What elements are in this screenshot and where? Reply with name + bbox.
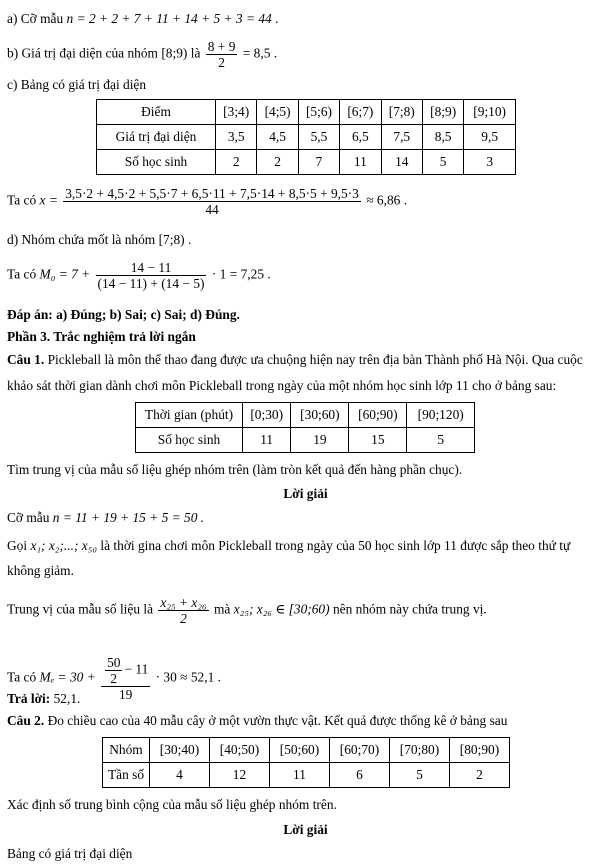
table-cell: [7;8) bbox=[381, 100, 422, 125]
solution-heading-2: Lời giải bbox=[283, 822, 328, 837]
q1-number: Câu 1. bbox=[7, 352, 45, 367]
mode-result: · 1 = 7,25 . bbox=[211, 266, 271, 282]
mean-fraction bbox=[63, 186, 361, 217]
table-cell: [50;60) bbox=[270, 738, 330, 763]
line-b bbox=[7, 39, 277, 70]
table-cell: 5 bbox=[407, 428, 475, 453]
table-cell: 7,5 bbox=[381, 125, 422, 150]
b-text: b) Giá trị đại diện của nhóm bbox=[7, 45, 158, 61]
mode-denominator: (14 − 11) + (14 − 5) bbox=[97, 276, 205, 291]
sample-size-equation: n = 2 + 2 + 7 + 11 + 14 + 5 + 3 = 44 bbox=[66, 11, 272, 26]
q1-question: Tìm trung vị của mẫu số liệu ghép nhóm trên (làm tròn kết quả đến hàng phần chục). bbox=[7, 462, 463, 477]
q1-me-inner-fraction bbox=[105, 655, 122, 686]
q2-line bbox=[7, 713, 507, 729]
table-cell: Nhóm bbox=[103, 738, 150, 763]
b-fraction bbox=[206, 39, 238, 70]
line-a: a) Cỡ mẫu n = 2 + 2 + 7 + 11 + 14 + 5 + 3 = 44 . bbox=[7, 11, 279, 26]
table-cell: [90;120) bbox=[407, 403, 475, 428]
table-cell: [60;70) bbox=[330, 738, 390, 763]
q1-median-fraction bbox=[158, 595, 208, 626]
table-cell: [8;9) bbox=[422, 100, 463, 125]
table-cell: [60;90) bbox=[349, 403, 407, 428]
d-label: d) Nhóm chứa mốt là nhóm bbox=[7, 232, 156, 247]
table-cell: 2 bbox=[450, 763, 510, 788]
table-cell: 19 bbox=[291, 428, 349, 453]
table-cell: [80;90) bbox=[450, 738, 510, 763]
q1-call-vars: x₁; x₂;...; x₅₀ bbox=[30, 538, 98, 553]
q1-me-result: · 30 ≈ 52,1 . bbox=[155, 669, 221, 685]
mean-result: ≈ 6,86 . bbox=[366, 192, 408, 208]
q1-me-prefix: Ta có bbox=[7, 669, 37, 685]
table-cell: Điểm bbox=[97, 100, 216, 125]
table-cell: 14 bbox=[381, 150, 422, 175]
mean-lhs: x = bbox=[39, 192, 58, 208]
table-cell: 9,5 bbox=[464, 125, 516, 150]
sample-size-label: a) Cỡ mẫu bbox=[7, 11, 64, 26]
table-cell: 8,5 bbox=[422, 125, 463, 150]
table-cell: 2 bbox=[216, 150, 257, 175]
table-cell: 7 bbox=[298, 150, 339, 175]
q1-line2: khảo sát thời gian dành chơi môn Pickleball trong ngày của một nhóm học sinh lớp 11 cho ở bảng sau: bbox=[7, 378, 557, 393]
q1-line1 bbox=[7, 352, 583, 368]
q1-sample-size bbox=[7, 510, 204, 526]
table-cell: [5;6) bbox=[298, 100, 339, 125]
table-cell: Giá trị đại diện bbox=[97, 125, 216, 150]
table-cell: 4,5 bbox=[257, 125, 298, 150]
q2-number: Câu 2. bbox=[7, 713, 45, 728]
table-cell: 15 bbox=[349, 428, 407, 453]
q1-call-text2: là thời gina chơi môn Pickleball trong ngày của 50 học sinh lớp 11 được sắp theo thứ tự bbox=[100, 538, 571, 553]
q1-call-text: Gọi bbox=[7, 538, 28, 553]
q1-median-numerator: x₂₅ + x₂₆ bbox=[160, 595, 207, 610]
q1-median-text3: nên nhóm này chứa trung vị. bbox=[332, 601, 487, 617]
q2-text: Đo chiều cao của 40 mẫu cây ở một vườn thực vật. Kết quả được thống kê ở bảng sau bbox=[44, 713, 508, 728]
mode-prefix: Ta có bbox=[7, 266, 37, 282]
solution-heading-1: Lời giải bbox=[283, 486, 328, 501]
q1-me-numerator bbox=[101, 655, 150, 686]
mean-numerator: 3,5·2 + 4,5·2 + 5,5·7 + 6,5·11 + 7,5·14 + 8,5·5 + 9,5·3 bbox=[65, 186, 359, 201]
table-cell: Thời gian (phút) bbox=[136, 403, 243, 428]
table-cell: 5,5 bbox=[298, 125, 339, 150]
table-cell: [70;80) bbox=[390, 738, 450, 763]
q1-call-line2: không giảm. bbox=[7, 563, 74, 578]
q1-me-denominator: 19 bbox=[101, 686, 150, 702]
q1-me-num-rest: − 11 bbox=[124, 661, 149, 677]
q1-median-text: Trung vị của mẫu số liệu là bbox=[7, 601, 154, 617]
table-cell: [3;4) bbox=[216, 100, 257, 125]
q1-me-inner-num: 50 bbox=[107, 655, 121, 670]
mean-denominator: 44 bbox=[63, 201, 361, 217]
mode-numerator: 14 − 11 bbox=[130, 260, 172, 275]
table-cell: 3,5 bbox=[216, 125, 257, 150]
part3-heading: Phần 3. Trắc nghiệm trả lời ngắn bbox=[7, 329, 196, 344]
q1-median-line bbox=[7, 595, 487, 626]
table-cell: [40;50) bbox=[210, 738, 270, 763]
table-cell: [4;5) bbox=[257, 100, 298, 125]
mean-prefix: Ta có bbox=[7, 192, 37, 208]
table-cell: [30;60) bbox=[291, 403, 349, 428]
table-cell: 5 bbox=[390, 763, 450, 788]
q1-me-fraction bbox=[101, 655, 150, 702]
mode-lhs: M₀ = 7 + bbox=[39, 266, 91, 282]
table-play-time bbox=[135, 402, 475, 453]
q1-call-line bbox=[7, 538, 570, 554]
table-cell: 11 bbox=[340, 150, 381, 175]
b-result: = 8,5 . bbox=[242, 45, 278, 61]
table-cell: Số học sinh bbox=[136, 428, 243, 453]
d-group: [7;8) . bbox=[158, 232, 192, 247]
table-cell: Tần số bbox=[103, 763, 150, 788]
q1-n-equation: n = 11 + 19 + 15 + 5 = 50 . bbox=[52, 510, 205, 525]
table-cell: 5 bbox=[422, 150, 463, 175]
q1-median-vars: x₂₅; x₂₆ ∈ [30;60) bbox=[233, 601, 330, 617]
c-label: c) Bảng có giá trị đại diện bbox=[7, 77, 147, 92]
table-cell: 6 bbox=[330, 763, 390, 788]
table-cell: 11 bbox=[270, 763, 330, 788]
q1-answer bbox=[7, 691, 80, 707]
table-representative-values bbox=[96, 99, 516, 175]
table-cell: 3 bbox=[464, 150, 516, 175]
mode-formula bbox=[7, 260, 271, 291]
q1-answer-value: 52,1. bbox=[50, 691, 81, 706]
answer-line: Đáp án: a) Đúng; b) Sai; c) Sai; d) Đúng. bbox=[7, 307, 240, 322]
q1-n-label: Cỡ mẫu bbox=[7, 510, 50, 525]
q1-answer-label: Trả lời: bbox=[7, 691, 51, 706]
table-cell: [9;10) bbox=[464, 100, 516, 125]
table-cell: 2 bbox=[257, 150, 298, 175]
q2-question: Xác định số trung bình cộng của mẫu số liệu ghép nhóm trên. bbox=[7, 797, 337, 812]
table-cell: Số học sinh bbox=[97, 150, 216, 175]
table-cell: 4 bbox=[150, 763, 210, 788]
q1-text: Pickleball là môn thể thao đang được ưa chuộng hiện nay trên địa bàn Thành phố Hà Nội. Qua cuộc bbox=[44, 352, 583, 367]
table-tree-height bbox=[102, 737, 510, 788]
mean-formula bbox=[7, 186, 407, 217]
b-numerator: 8 + 9 bbox=[207, 39, 236, 54]
b-denominator: 2 bbox=[206, 54, 238, 70]
q1-me-inner-den: 2 bbox=[105, 670, 122, 686]
table-cell: [0;30) bbox=[243, 403, 291, 428]
table-cell: 6,5 bbox=[340, 125, 381, 150]
line-d bbox=[7, 232, 191, 248]
table-cell: 11 bbox=[243, 428, 291, 453]
b-group: [8;9) bbox=[161, 45, 188, 61]
table-cell: [30;40) bbox=[150, 738, 210, 763]
b-text2: là bbox=[190, 45, 201, 61]
q1-median-text2: mà bbox=[214, 601, 231, 617]
table-cell: [6;7) bbox=[340, 100, 381, 125]
q1-me-lhs: Mₑ = 30 + bbox=[39, 669, 96, 685]
q1-median-denominator: 2 bbox=[158, 610, 208, 626]
q2-last-line: Bảng có giá trị đại diện bbox=[7, 846, 133, 861]
table-cell: 12 bbox=[210, 763, 270, 788]
mode-fraction bbox=[96, 260, 207, 291]
